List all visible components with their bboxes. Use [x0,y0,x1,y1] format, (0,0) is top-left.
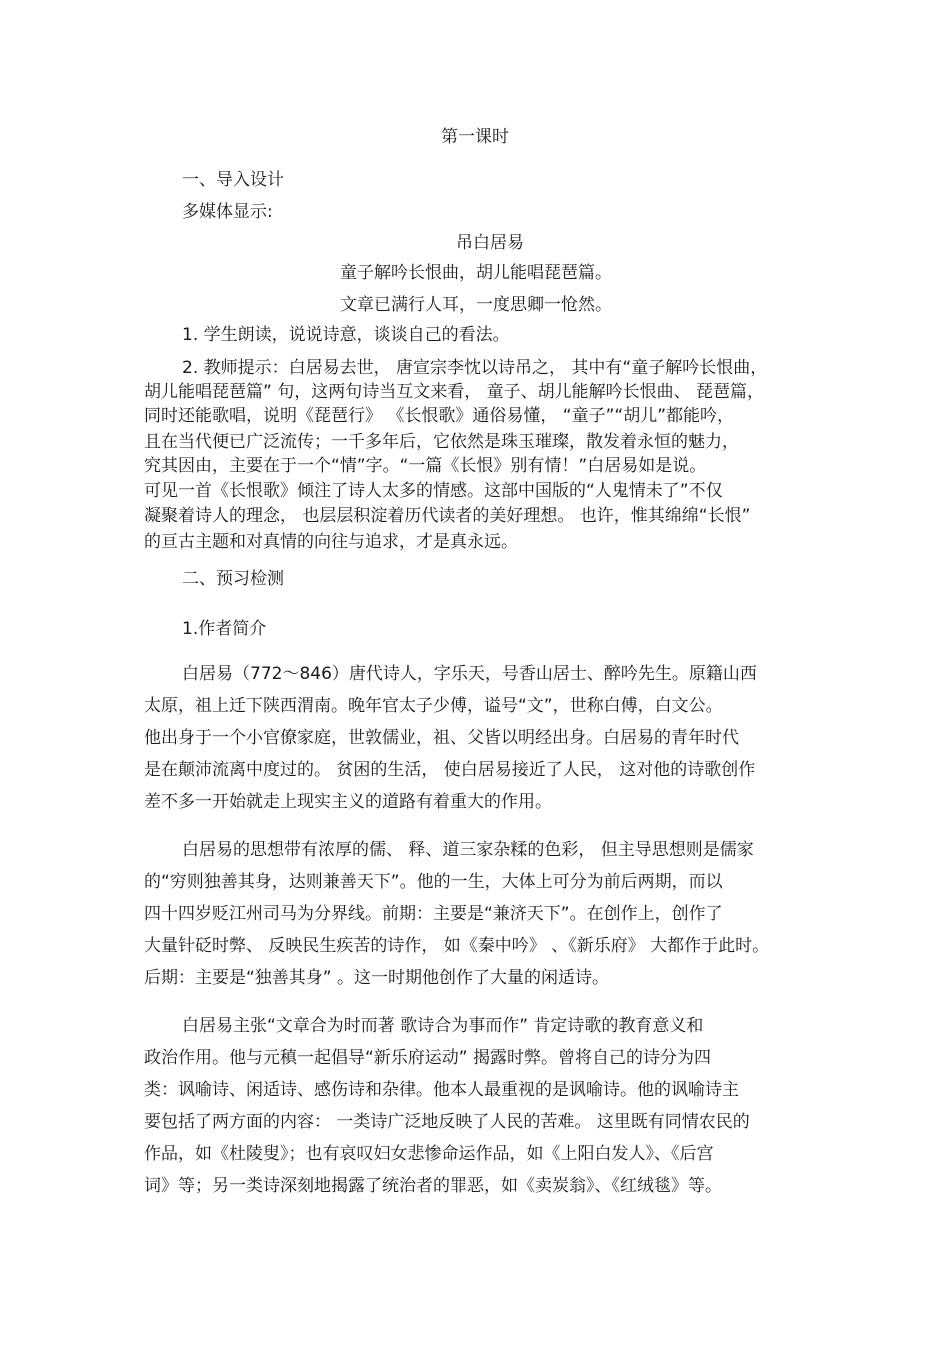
para2-line: 大量针砭时弊、 反映民生疾苦的诗作， 如《秦中吟》 、《新乐府》 大都作于此时。 [144,936,770,956]
para2-line: 的“穷则独善其身，达则兼善天下”。他的一生，大体上可分为前后两期，而以 [144,872,723,892]
author-intro-heading: 1.作者简介 [182,619,267,639]
multimedia-label: 多媒体显示: [182,202,273,222]
para3-line: 白居易主张“文章合为时而著 歌诗合为事而作” 肯定诗歌的教育意义和 [182,1016,704,1036]
para3-line: 政治作用。他与元稹一起倡导“新乐府运动” 揭露时弊。曾将自己的诗分为四 [144,1048,712,1068]
poem-line-1: 童子解吟长恨曲，胡儿能唱琵琶篇。 [340,263,612,283]
para1-line: 是在颠沛流离中度过的。 贫困的生活， 使白居易接近了人民， 这对他的诗歌创作 [144,760,756,780]
para3-line: 类：讽喻诗、闲适诗、感伤诗和杂律。他本人最重视的是讽喻诗。他的讽喻诗主 [144,1080,739,1100]
para2-line: 四十四岁贬江州司马为分界线。前期：主要是“兼济天下”。在创作上，创作了 [144,904,723,924]
poem-line-2: 文章已满行人耳，一度思卿一怆然。 [340,295,612,315]
para1-line: 他出身于一个小官僚家庭，世敦儒业，祖、父皆以明经出身。白居易的青年时代 [144,728,739,748]
section-heading-preview: 二、预习检测 [182,569,284,589]
item2-line: 且在当代便已广泛流传；一千多年后，它依然是珠玉璀璨，散发着永恒的魅力， [144,432,739,452]
lesson-title: 第一课时 [441,127,509,147]
para2-line: 白居易的思想带有浓厚的儒、 释、道三家杂糅的色彩， 但主导思想则是儒家 [182,840,754,860]
para2-line: 后期：主要是“独善其身” 。这一时期他创作了大量的闲适诗。 [144,968,610,988]
item2-line: 2. 教师提示：白居易去世， 唐宣宗李忱以诗吊之， 其中有“童子解吟长恨曲， [182,358,768,378]
para3-line: 词》等；另一类诗深刻地揭露了统治者的罪恶，如《卖炭翁》、《红绒毯》等。 [144,1176,722,1196]
item2-line: 胡儿能唱琵琶篇” 句，这两句诗当互文来看， 童子、胡儿能解吟长恨曲、 琵琶篇， [144,382,765,402]
para1-line: 差不多一开始就走上现实主义的道路有着重大的作用。 [144,792,552,812]
item2-line: 可见一首《长恨歌》倾注了诗人太多的情感。这部中国版的“人鬼情未了”不仅 [144,481,723,501]
item2-line: 凝聚着诗人的理念， 也层层积淀着历代读者的美好理想。 也许，惟其绵绵“长恨” [144,506,751,526]
list-item-1: 1. 学生朗读，说说诗意，谈谈自己的看法。 [182,325,510,345]
item2-line: 究其因由，主要在于一个“情”字。“一篇《长恨》别有情！”白居易如是说。 [144,456,707,476]
para1-line: 白居易（772～846）唐代诗人，字乐天，号香山居士、醉吟先生。原籍山西 [182,664,757,684]
para3-line: 要包括了两方面的内容： 一类诗广泛地反映了人民的苦难。 这里既有同情农民的 [144,1112,750,1132]
section-heading-intro: 一、导入设计 [182,170,284,190]
poem-title: 吊白居易 [456,233,524,253]
para3-line: 作品，如《杜陵叟》；也有哀叹妇女悲惨命运作品，如《上阳白发人》、《后宫 [144,1144,714,1164]
item2-line: 同时还能歌唱，说明《琵琶行》 《长恨歌》通俗易懂， “童子”“胡儿”都能吟， [144,406,735,426]
item2-line: 的亘古主题和对真情的向往与追求，才是真永远。 [144,532,518,552]
para1-line: 太原，祖上迁下陕西渭南。晚年官太子少傅，谥号“文”，世称白傅，白文公。 [144,696,723,716]
